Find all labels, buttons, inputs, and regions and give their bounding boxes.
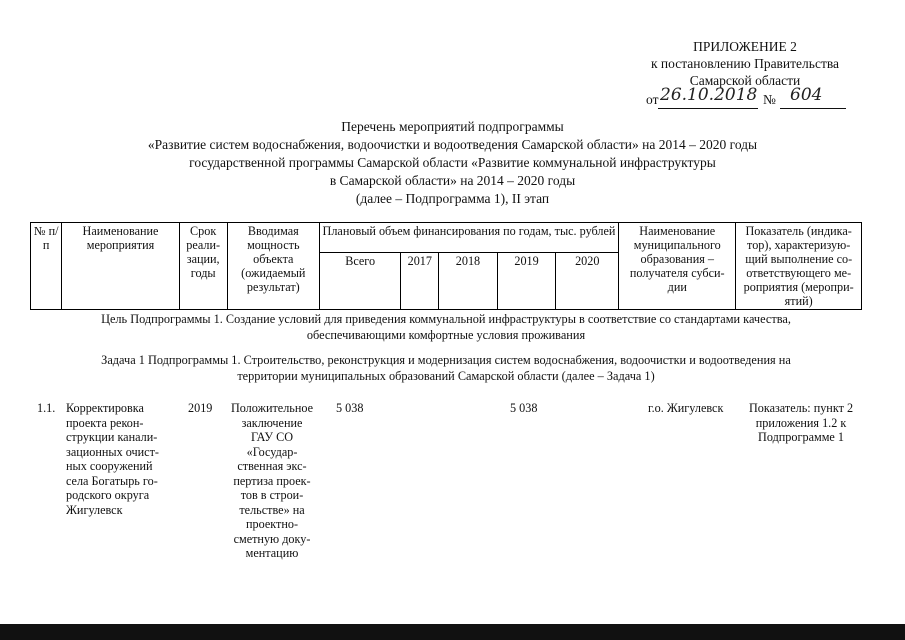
subprogram-goal [30, 311, 862, 343]
number-underline [780, 108, 846, 109]
header-2020: 2020 [556, 253, 619, 310]
header-name: Наименование мероприятия [62, 223, 179, 310]
title-line-4: в Самарской области» на 2014 – 2020 годы [329, 173, 576, 188]
header-num: № п/п [31, 223, 62, 310]
row-capacity-line: пертиза проек- [233, 473, 311, 488]
row-indicator [742, 401, 860, 445]
row-name-line: проекта рекон- [66, 415, 144, 430]
row-name-line: родского округа [66, 488, 150, 502]
appendix-block [600, 38, 890, 111]
row-name-line: струкции канали- [66, 430, 158, 444]
row-capacity-line: ГАУ СО [250, 430, 294, 444]
row-total: 5 038 [336, 401, 364, 415]
row-capacity [222, 401, 322, 561]
row-name-line: села Богатырь го- [66, 473, 158, 488]
header-capacity: Вводимая мощность объекта (ожидаемый результат) [227, 223, 319, 310]
document-title [0, 118, 905, 208]
subprogram-task [30, 352, 862, 384]
header-2019: 2019 [497, 253, 556, 310]
header-funding: Плановый объем финансирования по годам, тыс. рублей [319, 223, 618, 253]
row-name-line: зационных очист- [66, 444, 159, 459]
title-line-1: Перечень мероприятий подпрограммы [341, 119, 564, 134]
header-2018: 2018 [439, 253, 498, 310]
row-capacity-line: сметную доку- [233, 531, 311, 546]
appendix-title: ПРИЛОЖЕНИЕ 2 [693, 39, 797, 54]
appendix-date-line [600, 85, 890, 111]
measures-table [30, 222, 862, 310]
row-recipient: г.о. Жигулевск [648, 401, 724, 415]
row-name [66, 401, 178, 517]
title-line-5: (далее – Подпрограмма 1), II этап [355, 191, 550, 206]
appendix-line-3: Самарской области [689, 73, 801, 88]
header-recipient: Наименование муниципального образования – получателя субси-дии [619, 223, 736, 310]
row-indicator-line: приложения 1.2 к [755, 415, 847, 430]
task-line-2: территории муниципальных образований Самарской области (далее – Задача 1) [237, 369, 655, 383]
date-prefix: от [646, 92, 659, 107]
scan-bottom-edge [0, 624, 905, 640]
row-capacity-line: заключение [241, 415, 303, 430]
row-capacity-line: тельстве» на [239, 502, 305, 517]
row-name-line: Жигулевск [66, 502, 123, 517]
goal-line-2: обеспечивающими комфортные условия проживания [306, 328, 586, 342]
header-term: Срок реали-зации, годы [179, 223, 227, 310]
row-term: 2019 [188, 401, 213, 415]
date-underline [658, 108, 758, 109]
header-indicator: Показатель (индика-тор), характеризую-щий выполнение со-ответствующего ме-роприятия (меропри-ятий) [736, 223, 862, 310]
appendix-line-2: к постановлению Правительства [650, 56, 840, 71]
date-handwritten: 26.10.2018 [660, 85, 758, 105]
row-indicator-line: Подпрограмме 1 [758, 430, 844, 444]
goal-line-1: Цель Подпрограммы 1. Создание условий для приведения коммунальной инфраструктуры в соответствие со стандартами качества, [101, 312, 791, 326]
row-capacity-line: ментацию [245, 546, 299, 560]
row-2019: 5 038 [510, 401, 538, 415]
title-line-2: «Развитие систем водоснабжения, водоочистки и водоотведения Самарской области» на 2014 – 2020 годы [147, 137, 758, 152]
header-total: Всего [319, 253, 401, 310]
row-num: 1.1. [37, 401, 56, 415]
row-name-line: ных сооружений [66, 459, 153, 473]
header-2017: 2017 [401, 253, 439, 310]
task-line-1: Задача 1 Подпрограммы 1. Строительство, реконструкция и модернизация систем водоснабжения, водоочистки и водоотведения на [101, 353, 791, 367]
title-line-3: государственной программы Самарской области «Развитие коммунальной инфраструктуры [189, 155, 716, 170]
row-name-line: Корректировка [66, 401, 144, 415]
row-capacity-line: «Государ- [246, 444, 298, 459]
row-capacity-line: ственная экс- [237, 459, 307, 473]
number-prefix: № [763, 92, 776, 107]
number-handwritten: 604 [790, 85, 823, 105]
row-capacity-line: проектно- [245, 517, 299, 531]
row-capacity-line: тов в строи- [240, 488, 304, 502]
row-indicator-line: Показатель: пункт 2 [748, 401, 854, 415]
row-capacity-line: Положительное [230, 401, 314, 415]
